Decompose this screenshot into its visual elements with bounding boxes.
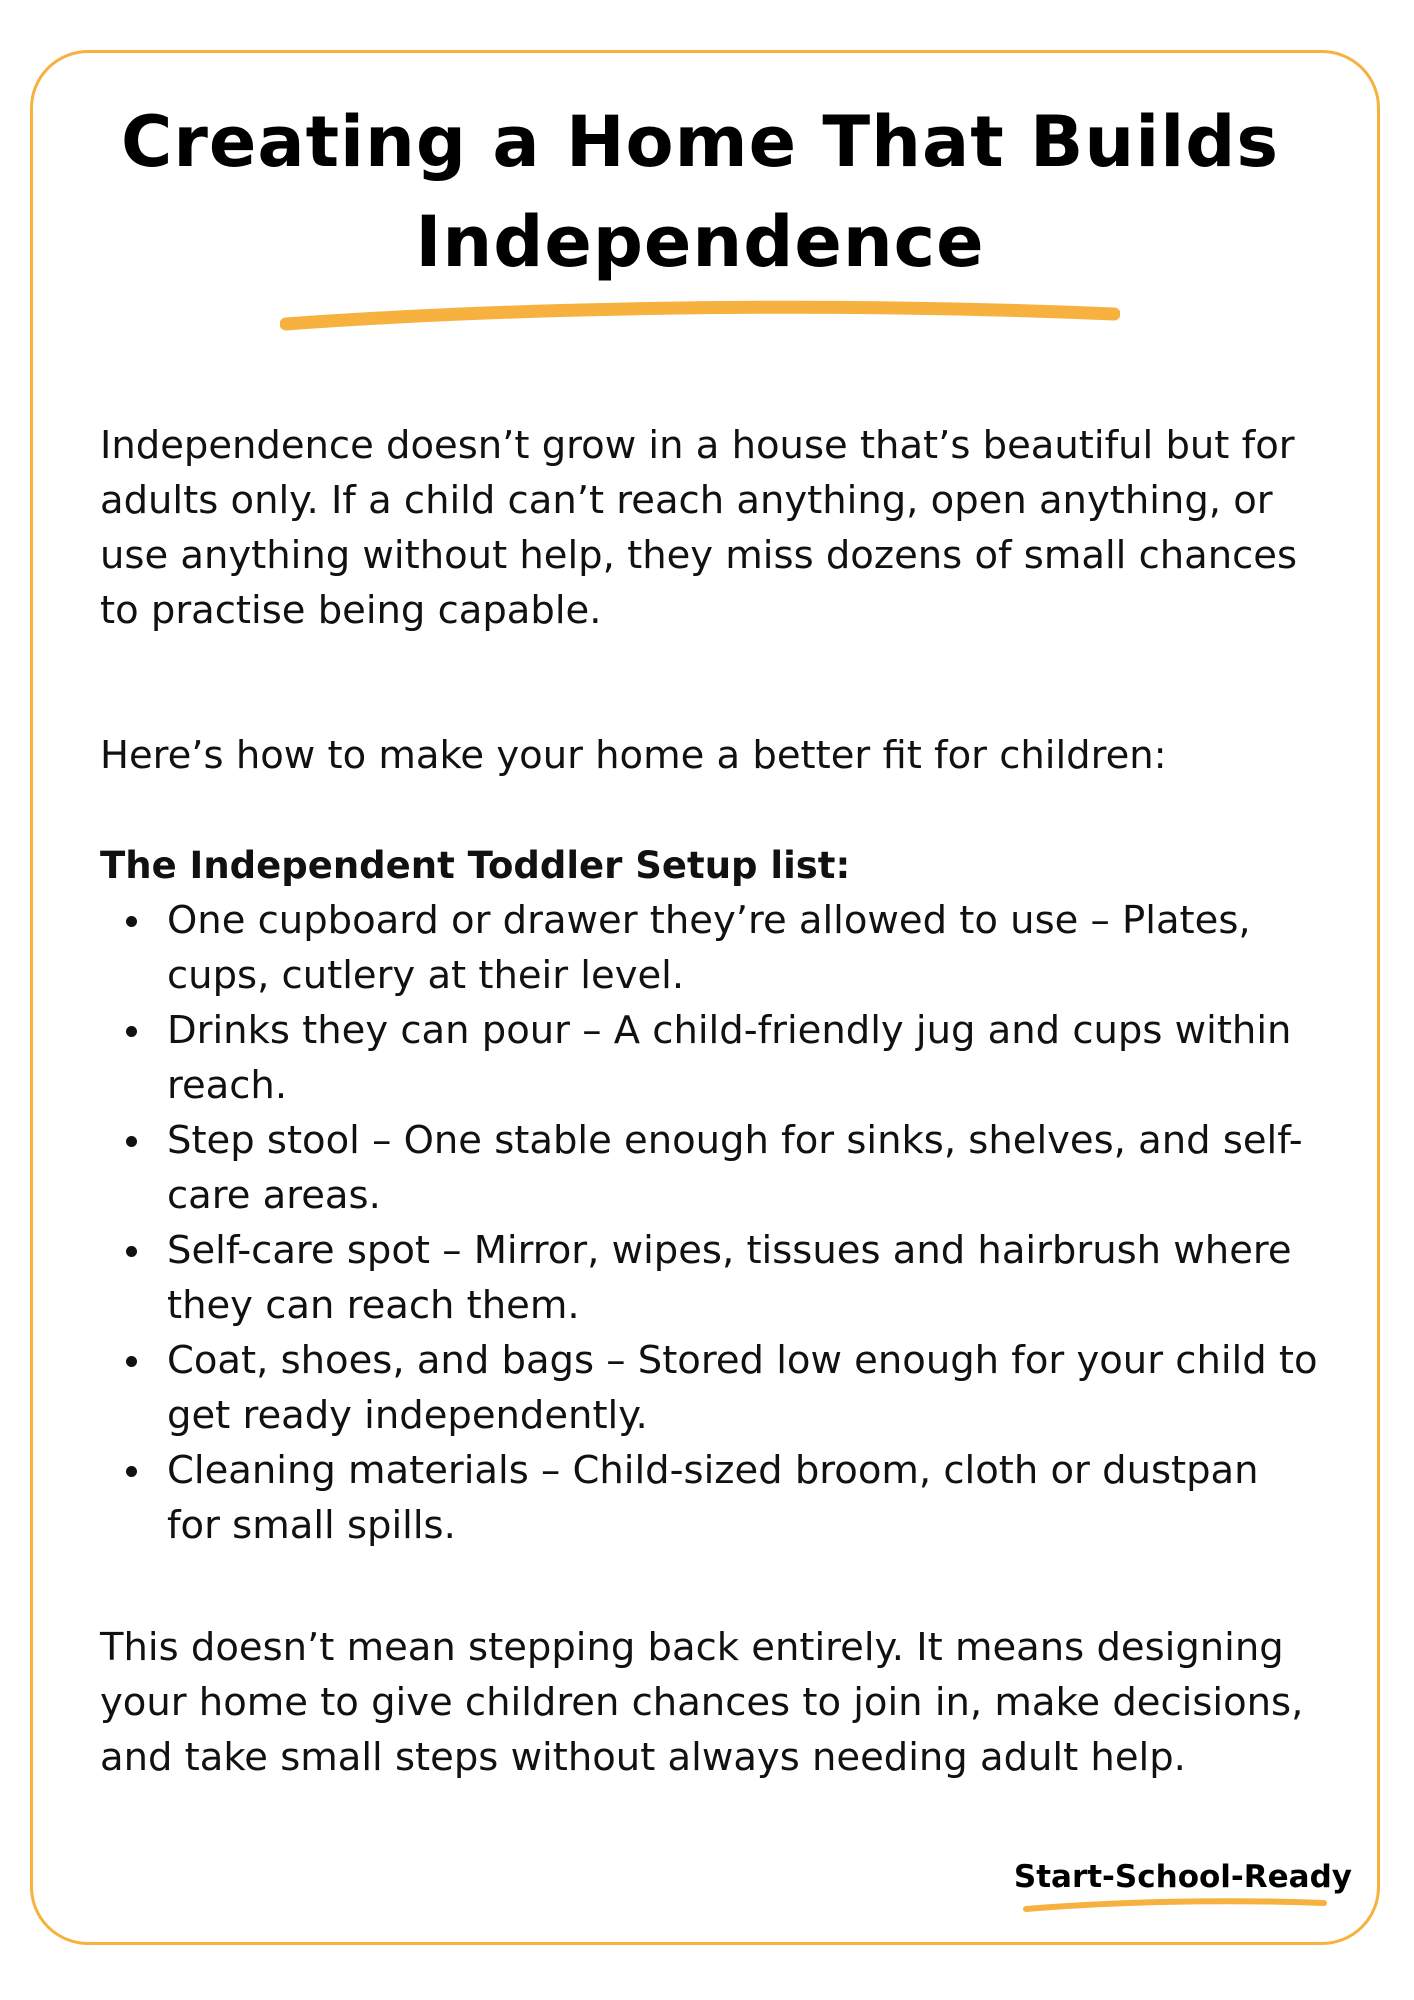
list-item-text: Drinks they can pour – A child-friendly jug and cups within reach. [167,1008,1292,1108]
bullet-icon [126,1356,137,1367]
list-item-text: One cupboard or drawer they’re allowed to use – Plates, cups, cutlery at their level. [167,898,1251,998]
list-item [100,1223,1320,1333]
bullet-icon [126,1246,137,1257]
list-heading: The Independent Toddler Setup list: [100,844,851,887]
brand-underline-stroke [1026,1901,1324,1909]
brand-underline-brushstroke [1020,1893,1330,1917]
list-item-text: Step stool – One stable enough for sinks, shelves, and self-care areas. [167,1118,1303,1218]
closing-paragraph: This doesn’t mean stepping back entirely. It means designing your home to give children chances to join in, make decisions, and take small steps without always needing adult help. [100,1625,1304,1780]
bullet-icon [126,1466,137,1477]
bullet-icon [126,1136,137,1147]
page-title: Creating a Home That Builds Independence [120,101,1280,283]
list-item-text: Self-care spot – Mirror, wipes, tissues and hairbrush where they can reach them. [167,1228,1292,1328]
title-underline-brushstroke [280,288,1120,348]
howto-paragraph: Here’s how to make your home a better fit for children: [100,733,1167,778]
brand-label: Start-School-Ready [1013,1859,1352,1895]
list-item [100,1443,1320,1553]
list-item-text: Cleaning materials – Child-sized broom, cloth or dustpan for small spills. [167,1448,1259,1548]
bullet-icon [126,1026,137,1037]
list-item [100,1003,1320,1113]
intro-paragraph: Independence doesn’t grow in a house that’s beautiful but for adults only. If a child can’t reach anything, open anything, or use anything without help, they miss dozens of small chances to practise being capable. [100,423,1298,633]
title-underline-stroke [286,307,1114,324]
list-item-text: Coat, shoes, and bags – Stored low enough for your child to get ready independently. [167,1338,1318,1438]
list-item [100,893,1320,1003]
list-item [100,1113,1320,1223]
setup-list [100,893,1320,1553]
bullet-icon [126,916,137,927]
list-item [100,1333,1320,1443]
